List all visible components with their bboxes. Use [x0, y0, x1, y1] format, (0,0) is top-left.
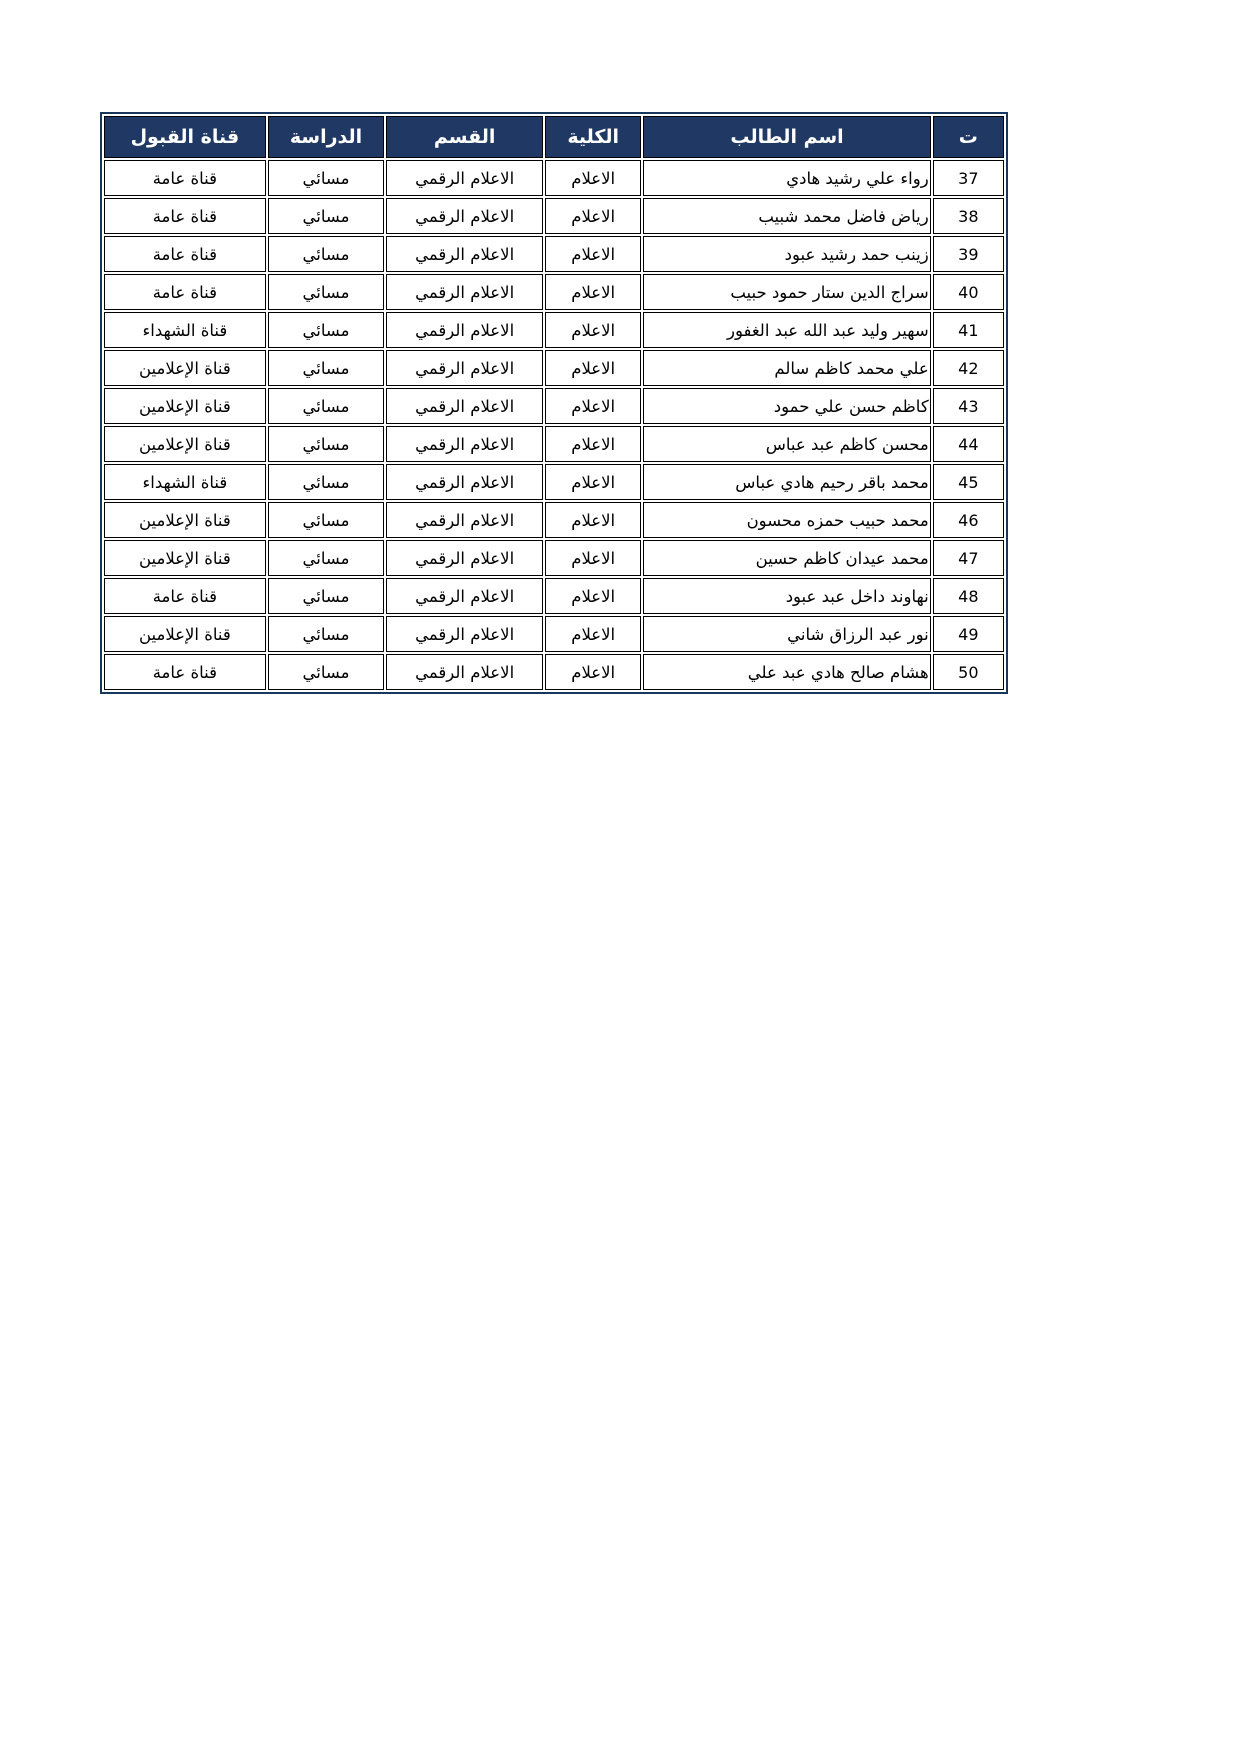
table-row: [104, 312, 1004, 348]
row-number-cell: 46: [933, 502, 1004, 538]
table-row: [104, 502, 1004, 538]
table-row: [104, 160, 1004, 196]
header-department: القسم: [386, 116, 543, 158]
department-cell: الاعلام الرقمي: [386, 160, 543, 196]
row-number-cell: 44: [933, 426, 1004, 462]
college-cell: الاعلام: [545, 160, 641, 196]
study-cell: مسائي: [268, 654, 385, 690]
student-name-cell: نور عبد الرزاق شاني: [643, 616, 930, 652]
student-name-cell: محمد باقر رحيم هادي عباس: [643, 464, 930, 500]
student-name-cell: هشام صالح هادي عبد علي: [643, 654, 930, 690]
college-cell: الاعلام: [545, 578, 641, 614]
row-number-cell: 41: [933, 312, 1004, 348]
student-name-cell: زينب حمد رشيد عبود: [643, 236, 930, 272]
row-number-cell: 45: [933, 464, 1004, 500]
department-cell: الاعلام الرقمي: [386, 616, 543, 652]
row-number-cell: 37: [933, 160, 1004, 196]
study-cell: مسائي: [268, 274, 385, 310]
department-cell: الاعلام الرقمي: [386, 198, 543, 234]
row-number-cell: 40: [933, 274, 1004, 310]
row-number-cell: 42: [933, 350, 1004, 386]
department-cell: الاعلام الرقمي: [386, 274, 543, 310]
table-body: [104, 160, 1004, 690]
college-cell: الاعلام: [545, 616, 641, 652]
study-cell: مسائي: [268, 388, 385, 424]
row-number-cell: 47: [933, 540, 1004, 576]
college-cell: الاعلام: [545, 654, 641, 690]
department-cell: الاعلام الرقمي: [386, 540, 543, 576]
study-cell: مسائي: [268, 578, 385, 614]
table-row: [104, 274, 1004, 310]
department-cell: الاعلام الرقمي: [386, 578, 543, 614]
row-number-cell: 48: [933, 578, 1004, 614]
study-cell: مسائي: [268, 540, 385, 576]
admission-channel-cell: قناة عامة: [104, 578, 266, 614]
study-cell: مسائي: [268, 616, 385, 652]
college-cell: الاعلام: [545, 540, 641, 576]
study-cell: مسائي: [268, 198, 385, 234]
table-row: [104, 654, 1004, 690]
college-cell: الاعلام: [545, 312, 641, 348]
department-cell: الاعلام الرقمي: [386, 312, 543, 348]
department-cell: الاعلام الرقمي: [386, 502, 543, 538]
study-cell: مسائي: [268, 502, 385, 538]
header-study: الدراسة: [268, 116, 385, 158]
admission-channel-cell: قناة الإعلامين: [104, 616, 266, 652]
admission-channel-cell: قناة الإعلامين: [104, 426, 266, 462]
admission-channel-cell: قناة عامة: [104, 236, 266, 272]
table-header: [104, 116, 1004, 158]
row-number-cell: 38: [933, 198, 1004, 234]
header-college: الكلية: [545, 116, 641, 158]
department-cell: الاعلام الرقمي: [386, 426, 543, 462]
admission-channel-cell: قناة عامة: [104, 160, 266, 196]
study-cell: مسائي: [268, 426, 385, 462]
student-name-cell: رياض فاضل محمد شبيب: [643, 198, 930, 234]
header-student-name: اسم الطالب: [643, 116, 930, 158]
college-cell: الاعلام: [545, 464, 641, 500]
student-name-cell: محسن كاظم عبد عباس: [643, 426, 930, 462]
department-cell: الاعلام الرقمي: [386, 236, 543, 272]
department-cell: الاعلام الرقمي: [386, 654, 543, 690]
row-number-cell: 50: [933, 654, 1004, 690]
department-cell: الاعلام الرقمي: [386, 350, 543, 386]
student-name-cell: سراج الدين ستار حمود حبيب: [643, 274, 930, 310]
student-name-cell: كاظم حسن علي حمود: [643, 388, 930, 424]
table-row: [104, 198, 1004, 234]
student-name-cell: محمد عيدان كاظم حسين: [643, 540, 930, 576]
row-number-cell: 49: [933, 616, 1004, 652]
college-cell: الاعلام: [545, 426, 641, 462]
table-row: [104, 464, 1004, 500]
admission-channel-cell: قناة عامة: [104, 654, 266, 690]
row-number-cell: 43: [933, 388, 1004, 424]
student-name-cell: سهير وليد عبد الله عبد الغفور: [643, 312, 930, 348]
table-row: [104, 350, 1004, 386]
study-cell: مسائي: [268, 312, 385, 348]
college-cell: الاعلام: [545, 502, 641, 538]
department-cell: الاعلام الرقمي: [386, 464, 543, 500]
table-row: [104, 426, 1004, 462]
header-row: [104, 116, 1004, 158]
admission-channel-cell: قناة عامة: [104, 274, 266, 310]
table-row: [104, 236, 1004, 272]
student-name-cell: محمد حبيب حمزه محسون: [643, 502, 930, 538]
student-name-cell: نهاوند داخل عبد عبود: [643, 578, 930, 614]
admission-channel-cell: قناة عامة: [104, 198, 266, 234]
department-cell: الاعلام الرقمي: [386, 388, 543, 424]
study-cell: مسائي: [268, 236, 385, 272]
college-cell: الاعلام: [545, 198, 641, 234]
college-cell: الاعلام: [545, 236, 641, 272]
college-cell: الاعلام: [545, 274, 641, 310]
admission-channel-cell: قناة الإعلامين: [104, 540, 266, 576]
admission-channel-cell: قناة الإعلامين: [104, 388, 266, 424]
study-cell: مسائي: [268, 350, 385, 386]
admission-channel-cell: قناة الإعلامين: [104, 502, 266, 538]
students-table: [100, 112, 1008, 694]
study-cell: مسائي: [268, 464, 385, 500]
study-cell: مسائي: [268, 160, 385, 196]
table-row: [104, 540, 1004, 576]
student-name-cell: علي محمد كاظم سالم: [643, 350, 930, 386]
admission-channel-cell: قناة الشهداء: [104, 312, 266, 348]
table-row: [104, 578, 1004, 614]
table-row: [104, 616, 1004, 652]
college-cell: الاعلام: [545, 388, 641, 424]
admission-channel-cell: قناة الإعلامين: [104, 350, 266, 386]
admission-channel-cell: قناة الشهداء: [104, 464, 266, 500]
header-admission-channel: قناة القبول: [104, 116, 266, 158]
student-name-cell: رواء علي رشيد هادي: [643, 160, 930, 196]
header-number: ت: [933, 116, 1004, 158]
row-number-cell: 39: [933, 236, 1004, 272]
college-cell: الاعلام: [545, 350, 641, 386]
table-row: [104, 388, 1004, 424]
